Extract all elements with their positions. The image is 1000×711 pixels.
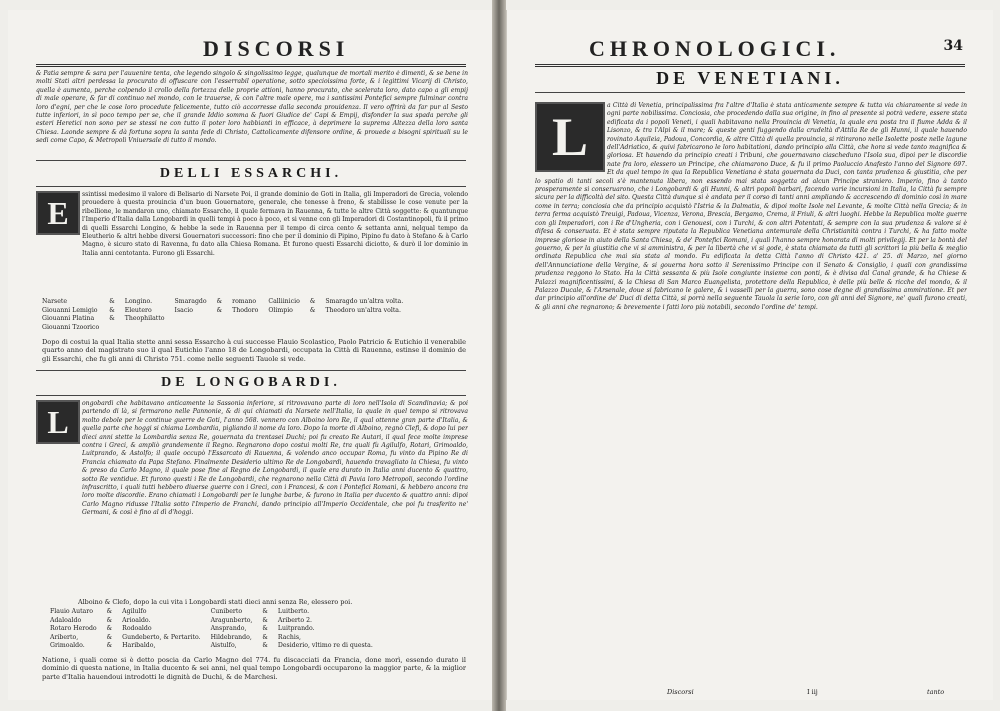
essarchi-closing: Dopo di costui la qual Italia stette anni sessa Essarcho à cui successe Flauio Scolastico, Paolo Patricio & Eutichio il venerabile quarto anno del magistrato suo il qual Eutichio l'anno 18 de Longobardi, occupata la Città di Rauenna, estinse il dominio de gli Essarchi, che fu gli anni di Christo 751. come nelle seguenti Tauole si vede.	[42, 338, 466, 363]
exarch-row: Giouanni Platina & Theophilatto	[42, 315, 165, 323]
catchword-left: Discorsi	[667, 688, 694, 696]
kings-row: Adaloaldo & Arioaldo. Aragunberto, & Ariberto 2.	[50, 616, 312, 624]
intro-paragraph: & Patia sempre & sara per l'auuenire tenta, che legendo singolo & singolissimo legge, qualunque de mortali merito è dimenti, & se bene in molti Stati altri perdessa la procurato di offuscare con l'esserrabil operatione, sotto specioissima forte, & i legittimi Vicarij di Christo, quella è aumenta, perche colpendo il crollo della fortezza delle proprie attioni, hanno procurato, che scelerata loro, dato capo a gli empij di male operare, & far di continuo nel mondo, con le trauerse, & con l'altre male opere, ma i santissimi Pontefici sempre fulminar contra loro d'egni, per che le cose loro procedute felicemente, tutto ciò accorresse dalla seconda prouidenza. Il vero offrirà da far pur al Sesto tutte inferiori, in sì poco tempo per se, che il grande Iddio somma & fuori Giudice de' Capi & Empij, disfonder la sua spada perche gli esteri Heretici non sono per se stessi ne con tutto il poter loro habbianti in efficace, à deprimere la suprema Altezza della loro santa Chiesa. Laonde sempre & dà fortuna sopra la santa fede di Christo, Cattolicamente difensore ordine, & prouede a bisogni spirituali su le sedi come Capo, & Metropoli Vniuersale di tutto il mondo.	[36, 70, 468, 145]
venetiani-heading: DE VENETIANI.	[656, 68, 844, 88]
exarch-list	[42, 298, 413, 332]
head-rule	[535, 64, 965, 67]
drop-cap-l-venetia: L	[535, 102, 605, 172]
kings-intro: Alboino & Clefo, dopo la cui vita i Longobardi stati dieci anni senza Re, elessero poi.	[78, 598, 353, 606]
right-running-head: CHRONOLOGICI.	[589, 36, 841, 61]
essarchi-heading: DELLI ESSARCHI.	[159, 166, 343, 181]
exarch-row: Giouanni Tzoorico	[42, 323, 100, 331]
drop-cap-spacer	[535, 102, 607, 172]
section-rule	[36, 160, 466, 161]
essarchi-text: ssintissi medesimo il valore di Belisario di Narsete Poi, il grande dominio de Goti in Italia, gli Imperadori de Grecia, volendo prouedere à questa prouincia d'un buon Gouernatore, generale, che tenesse à freno, & stabilisse le cose venute per la ribellione, le mandaron uno, chiamato Essarcho, il quale fermava in Rauenna, & tutte le altre Città soggette: & quantunque l'Imperio d'Italia dalla Longobardi in quelli tempi à poco à poco, et si venne con gli Imperadori di Costantinopoli, fù il primo di quelli Essarchi Longino, & hebbe la sede in Rauenna per il tempo di circa cento & settanta anni, nelqual tempo da Eleutherio & altri hebbe diversi Gouernatori successori: fino che per il dominio di Pipino, Pipino fu dato à Stefano & à Carlo Magno, è sicuro stato di Ravenna, fu dato alla Chiesa Romana. Et furono questi Essarchi diciotto, & durò il lor dominio in Italia anni centotanta. Furono gli Essarchi.	[82, 191, 468, 257]
kings-row: Rotaro Herodo & Rodoaldo Ansprando, & Luitprando.	[50, 625, 315, 633]
exarch-row: Narsete & Longino. Smaragdo & romano Calliinicio & Smaragdo un'altra volta.	[42, 298, 404, 305]
section-rule	[36, 395, 466, 396]
right-page	[506, 10, 993, 700]
kings-closing: Natione, i quali come si è detto poscia da Carlo Magno del 774. fu discacciati da Francia, done morì, essendo durato il dominio di questa natione, in Italia ducento & sei anni, nel qual tempo Longobardi occuparono la maggior parte, & la miglior parte d'Italia hauendoui introdotti le dignità de Duchi, & de Marchesi.	[42, 656, 466, 681]
book-gutter	[492, 0, 506, 711]
section-rule	[36, 370, 466, 371]
kings-row: Grimoaldo. & Haribaldo, Aistulfo, & Desiderio, vltimo re di questa.	[50, 642, 373, 650]
venetiani-body: a Città di Venetia, principalissima fra l'altre d'Italia è stata anticamente sempre & tutta via chiaramente si vede in ogni parte nobilissima. Conciosia, che procedendo dalla sua origine, in fino al presente si potrà vedere, essere stata edificata da i popoli Veneti, i quali habitavano nella Prouincia di Venetia, la quale era posta tra il fiume Adda & il Lisonzo, & tra l'Alpi & il mare; & queste genti fuggendo dalla crudeltà d'Attila Re de gli Hunni, il quale hauendo rovinato Aquileia, Padoua, Concordia, & altre Città di quella prouincia, si ritirarono nelle Isolette poste nelle lagune dell'Adriatico, & quivi fabricarono le loro habitationi, dando principio alla Città, che hora si vede tanto magnifica & gloriosa. Et hauendo da principio creati i Tribuni, che gouernavano ciascheduno l'Isola sua, dipoi per le discordie nate fra loro, elessero un Principe, che chiamarono Duce, & fu il primo Paoluccio Anafesto l'anno del Signore 697. Et da quel tempo in qua la Republica Venetiana è stata gouernata da Duci, con tanta prudenza & giustitia, che per lo spatio di tanti secoli s'è mantenuta libera, non essendo mai stata soggetta ad alcun Principe straniero. Imperio, fino à tanto prosperamente si conseruarono, che i Longobardi & gli Hunni, & altri popoli barbari, facendo varie incursioni in Italia, la Città fu sempre sicura per la difficoltà del sito. Questa Città dunque si è andata per il corso di tanti anni ampliando & accrescendo di dominio così in mare come in terra; conciosia che da principio acquistò l'Istria & la Dalmatia, & dipoi molte Isole nel Levante, & molte Città nella Grecia; & in terra ferma acquistò Treuigi, Padoua, Vicenza, Verona, Brescia, Bergamo, Crema, il Friuli, & altri luoghi. Hebbe la Republica molte guerre con gli Imperadori, con i Re d'Ungheria, con i Genouesi, con i Turchi, & con altri Potentati, & sempre con la sua prudenza & valore si è difesa & conseruata. Et è stata sempre riputata la Republica Venetiana antemurale della Christianità contra i Turchi, & ha fatto molte imprese gloriose in aiuto della Santa Chiesa, & de' Pontefici Romani, i quali l'hanno sempre honorata di molti privilegij. Et per la bontà del gouerno, & per la giustitia che vi si amministra, & per la libertà che vi si gode, è stata chiamata da tutti gli scrittori la più bella & meglio ordinata Republica che mai sia stata al mondo. Fu edificata la detta Città l'anno di Christo 421. a' 25. di Marzo, nel giorno dell'Annunciatione della Vergine, & si gouerna hora sotto il Serenissimo Principe con il Senato & Consiglio, i quali con grandissima prudenza reggono lo Stato. Ha la Città sessanta & più Isole congiunte insieme con ponti, & è divisa dal Canal grande, & ha Chiese & Palazzi magnificentissimi, & la Chiesa di San Marco Euangelista, protettore della Republica, è delle più belle & ricche del mondo, & il Palazzo Ducale, & l'Arsenale, doue si fabricano le galere, & i vasselli per la guerra, sono cose degne di grandissima ammiratione. Et per dar principio all'ordine de' Duci di detta Città, si porrà nella seguente Tauola la serie loro, con gli anni del Signore, ne' quali furono creati, & gli anni che regnarono; & brevemente i fatti loro più notabili, secondo l'ordine de' tempi.	[535, 102, 967, 311]
drop-cap-e: E	[36, 191, 80, 235]
head-rule	[36, 64, 466, 67]
drop-cap-l: L	[36, 400, 80, 444]
page-number: 34	[943, 38, 963, 54]
exarch-row: Giouanni Lemigio & Eleutero Isacio & Thodoro Olimpio & Theodoro un'altra volta.	[42, 306, 401, 314]
longobardi-heading: DE LONGOBARDI.	[161, 375, 341, 390]
kings-list	[50, 608, 383, 651]
left-running-head: DISCORSI	[203, 36, 350, 61]
left-page	[8, 10, 493, 700]
kings-row: Ariberto, & Gundeberto, & Pertarito. Hildebrando, & Rachis,	[50, 633, 301, 641]
venetiani-text	[535, 102, 967, 684]
kings-row: Flauio Autaro & Agilulfo Cuniberto & Luitberto.	[50, 608, 310, 615]
section-rule	[36, 186, 466, 187]
signature-mark: I iij	[807, 688, 818, 696]
section-rule	[535, 92, 965, 93]
catchword-right: tanto	[927, 688, 945, 696]
longobardi-text: ongobardi che habitavano anticamente la Sassonia inferiore, si ritrovavano parte di loro nell'Isola di Scandinavia; & poi partendo di là, si fermarono nelle Pannonie, & di qui chiamati da Narsete nell'Italia, la quale in quel tempo si ritrovava molto debole per le continue guerre de Goti, l'anno 568. vennero con Alboino loro Re, il qual ottenne gran parte d'Italia, & quella parte che hoggi si chiama Lombardia, pigliando il nome da loro. Dopo la morte di Alboino, regnò Clefi, & dopo lui per dieci anni stette la Lombardia senza Re, gouernata da trentasei Duchi; poi fu creato Re Autari, il qual fece molte imprese contra i Greci, & ampliò grandemente il Regno. Regnarono dopo costui molti Re, tra quali fù Agilulfo, Rotari, Grimoaldo, Luitprando, & Astolfo; il quale occupò l'Essarcato di Rauenna, & volendo anco occupar Roma, fu vinto da Pipino Re di Francia chiamato da Papa Stefano. Finalmente Desiderio ultimo Re de Longobardi, hauendo travagliato la Chiesa, fu vinto & preso da Carlo Magno, il quale pose fine al Regno de Longobardi, il quale era durato in Italia anni ducento & quattro, sotto Re ventidue. Et furono questi i Re de Longobardi, che regnarono nella Città di Pavia loro Metropoli, secondo l'ordine infrascritto, i quali tutti hebbero diuerse guerre con i Greci, con i Francesi, & con i Pontefici Romani, & hebbero ancora tra loro molte discordie. Erano chiamati i Longobardi per le lunghe barbe, & furono in Italia per ducento & quattro anni: dipoi Carlo Magno ridusse l'Italia sotto l'Imperio de Franchi, dando principio all'Imperio Occidentale, che poi fu trasferito ne' Germani, & così è fino al dì d'hoggi.	[82, 400, 468, 517]
